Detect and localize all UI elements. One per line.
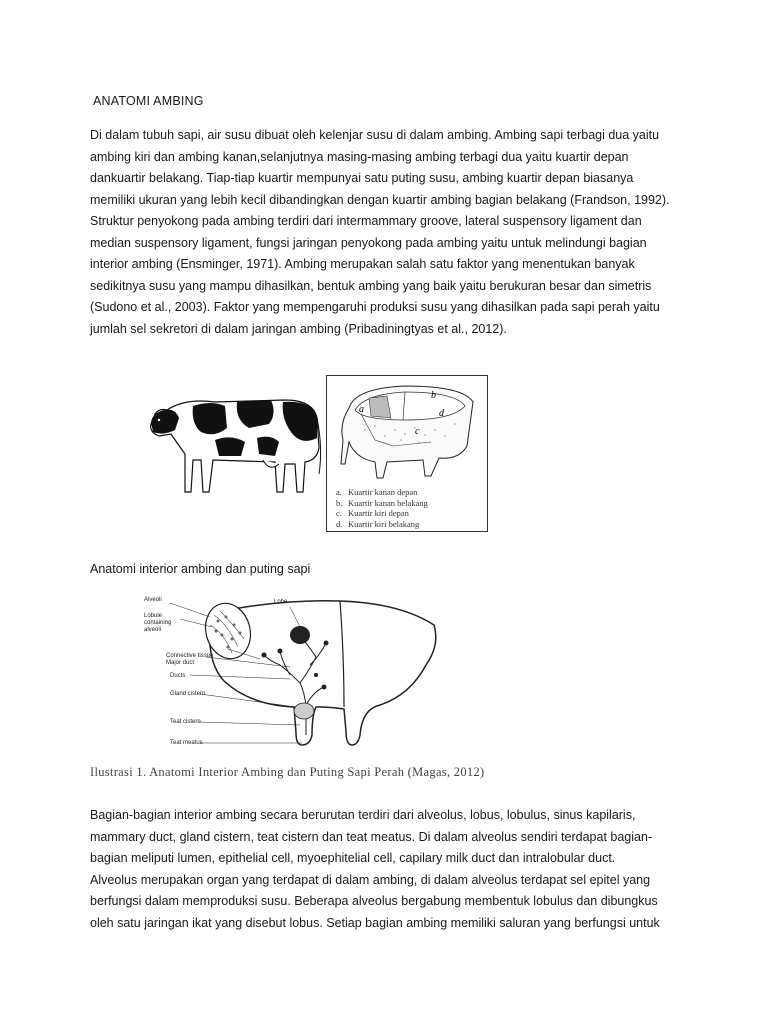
label-lobule-alveoli: alveoli [144, 627, 162, 633]
text-line: dankuartir belakang. Tiap-tiap kuartir mempunyai satu puting susu, ambing kuartir depan biasanya [90, 171, 634, 185]
text-line: jumlah sel sekretori di dalam jaringan ambing (Pribadiningtyas et al., 2012). [90, 321, 507, 336]
text-line: median suspensory ligament, fungsi jaringan penyokong pada ambing yaitu untuk melindungi bagian [90, 235, 647, 250]
legend-item: a. Kuartir kanan depan [336, 487, 418, 497]
legend-item: c. Kuartir kiri depan [336, 508, 409, 518]
label-alveoli: Alveoli [144, 597, 162, 603]
text-line: Alveolus merupakan organ yang terdapat di dalam ambing, di dalam alveolus terdapat sel epitel yang [90, 872, 651, 887]
text-line: memiliki ukuran yang lebih kecil dibandingkan dengan kuartir ambing bagian belakang (Frandson, 1992). [90, 192, 670, 207]
text-line: berfungsi dalam memproduksi susu. Beberapa alveolus bergabung membentuk lobulus dan dibungkus [90, 894, 658, 908]
quarters-legend [336, 487, 428, 529]
udder-diagram [335, 380, 479, 484]
legend-item: b. Kuartir kanan belakang [336, 497, 428, 508]
label-major-duct: Major duct [166, 660, 195, 666]
page-title: ANATOMI AMBING [93, 94, 204, 108]
label-gland-cistern: Gland cistern [170, 691, 206, 697]
text-line: bagian meliputi lumen, epithelial cell, myoephitelial cell, capilary milk duct dan intralobular duct. [90, 851, 616, 865]
text-line: Struktur penyokong pada ambing terdiri dari intermammary groove, lateral suspensory ligament dan [90, 214, 642, 228]
label-lobe: Lobe [274, 599, 288, 605]
quarter-c-label: c [415, 426, 420, 437]
anatomy-drawing [140, 595, 450, 755]
label-lobule: Lobule [144, 613, 163, 619]
paragraph-1 [90, 125, 690, 340]
quarter-d-label: d [439, 408, 444, 419]
cow-illustration [145, 388, 325, 498]
paragraph-2 [90, 805, 690, 934]
quarter-a-label: a [359, 404, 364, 415]
label-connective-tissue: Connective tissue [166, 653, 214, 659]
udder-quarters-figure [326, 375, 488, 532]
text-line: oleh satu jaringan ikat yang disebut lobus. Setiap bagian ambing memiliki saluran yang berfungsi untuk [90, 915, 660, 930]
label-teat-meatus: Teat meatus [170, 740, 203, 746]
text-line: sedikitnya susu yang mampu dihasilkan, bentuk ambing yang baik yaitu berukuran besar dan simetris [90, 278, 652, 293]
udder-interior-diagram [140, 595, 450, 755]
label-ducts: Ducts [170, 673, 186, 679]
quarter-b-label: b [431, 390, 436, 401]
text-line: Di dalam tubuh sapi, air susu dibuat oleh kelenjar susu di dalam ambing. Ambing sapi terbagi dua yaitu [90, 128, 660, 142]
label-lobule-containing: containing [144, 620, 172, 626]
legend-item: d. Kuartir kiri belakang [336, 518, 420, 529]
text-line: interior ambing (Ensminger, 1971). Ambing merupakan salah satu faktor yang menentukan banyak [90, 257, 635, 271]
text-line: ambing kiri dan ambing kanan,selanjutnya masing-masing ambing terbagi dua yaitu kuartir depan [90, 149, 629, 164]
figure-caption: Anatomi interior ambing dan puting sapi [90, 562, 311, 576]
illustration-caption: Ilustrasi 1. Anatomi Interior Ambing dan Puting Sapi Perah (Magas, 2012) [90, 765, 485, 779]
text-line: mammary duct, gland cistern, teat cistern dan teat meatus. Di dalam alveolus sendiri terdapat bagian- [90, 829, 653, 844]
text-line: Bagian-bagian interior ambing secara berurutan terdiri dari alveolus, lobus, lobulus, sinus kapilaris, [90, 808, 636, 822]
label-teat-cistern: Teat cistern [170, 719, 201, 725]
text-line: (Sudono et al., 2003). Faktor yang mempengaruhi produksi susu yang dihasilkan pada sapi perah yaitu [90, 300, 660, 314]
